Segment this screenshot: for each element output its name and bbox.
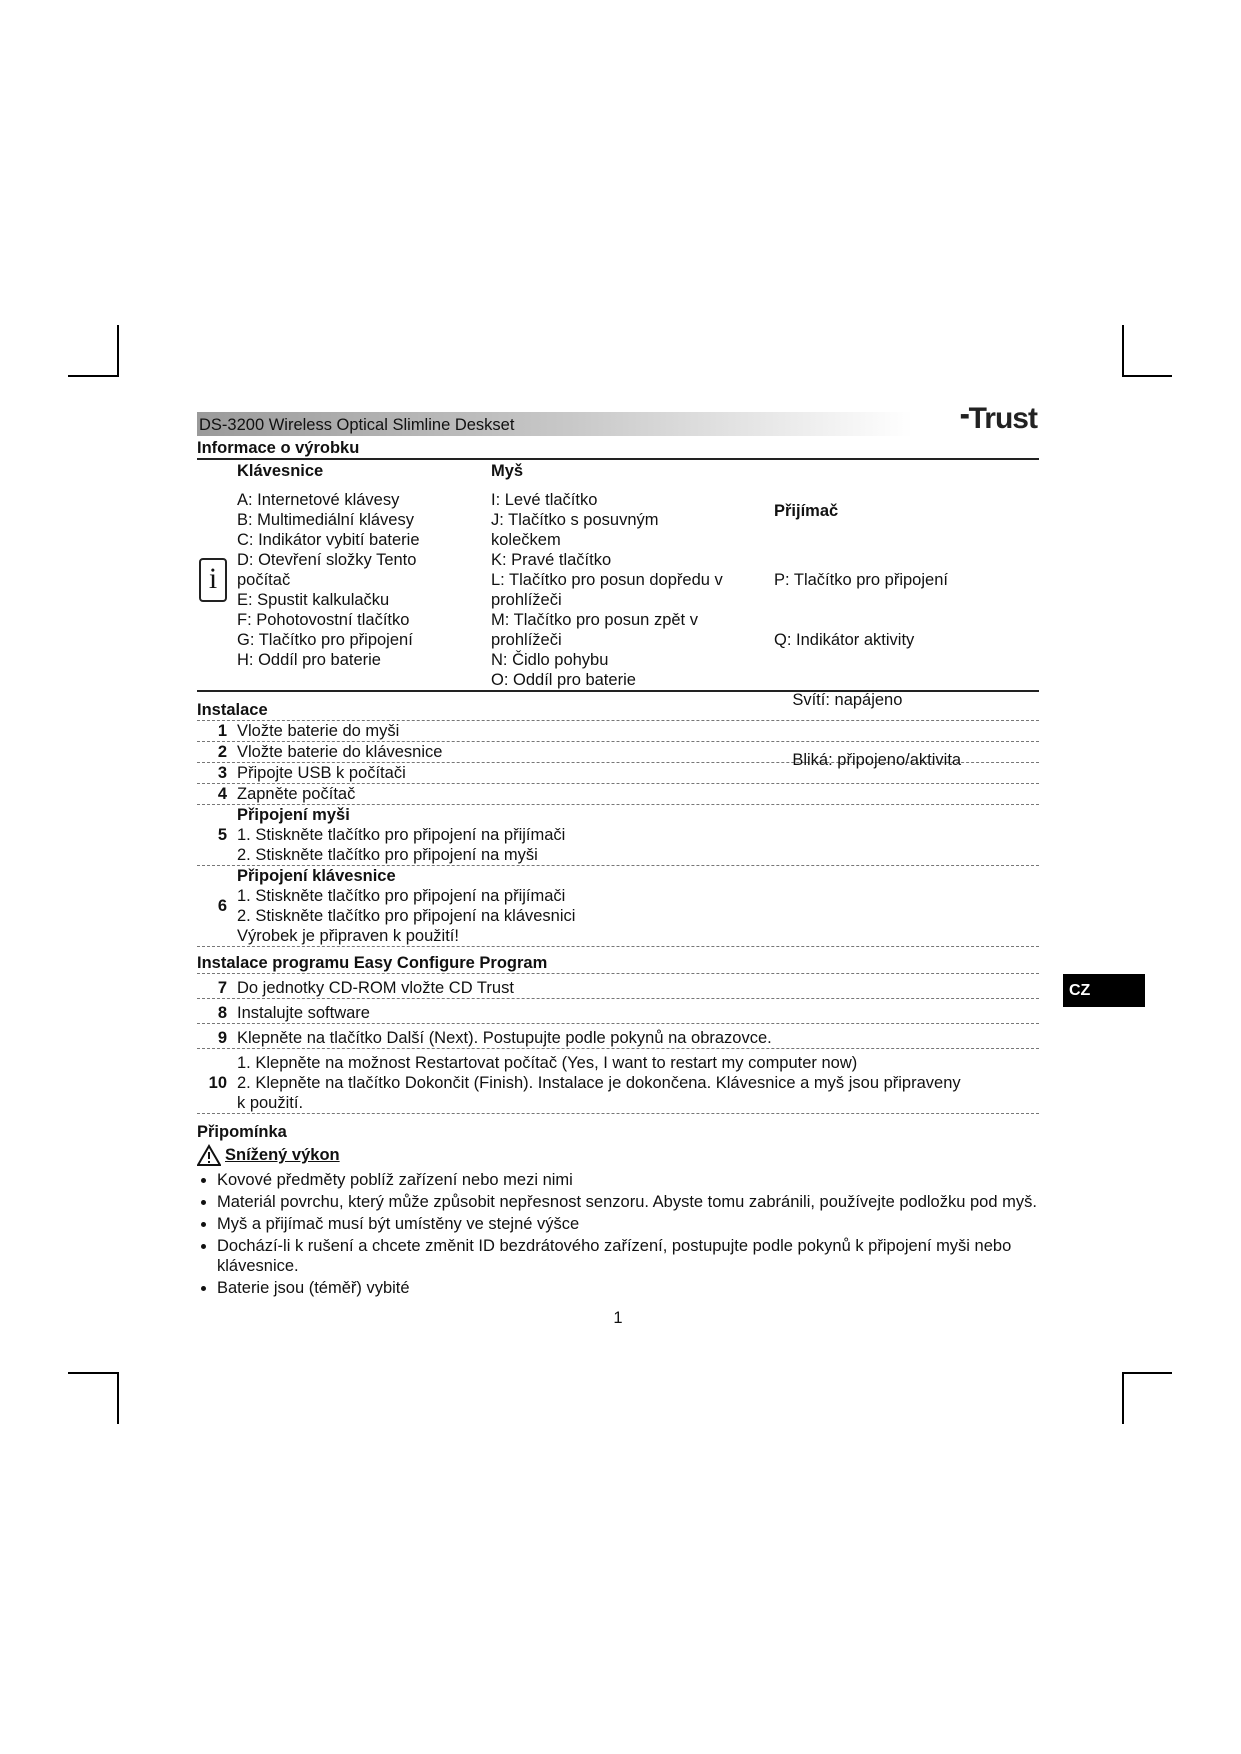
install-step: 8 Instalujte software xyxy=(197,999,1039,1024)
info-icon: i xyxy=(199,558,227,602)
crop-mark xyxy=(68,1372,118,1374)
list-item: • Dochází-li k rušení a chcete změnit ID bezdrátového zařízení, postupujte podle pokynů k připojení myši nebo klávesnice. xyxy=(217,1236,1039,1276)
keyboard-item: A: Internetové klávesy xyxy=(237,491,400,509)
mouse-item: I: Levé tlačítko xyxy=(491,491,598,509)
mouse-item: K: Pravé tlačítko xyxy=(491,551,612,569)
receiver-item: P: Tlačítko pro připojení xyxy=(774,571,948,589)
keyboard-connect-heading: Připojení klávesnice xyxy=(237,867,396,885)
crop-mark xyxy=(1122,1372,1124,1424)
crop-mark xyxy=(1122,375,1172,377)
crop-mark xyxy=(1122,325,1124,377)
installation-step: 1 Vložte baterie do myši xyxy=(197,721,1039,742)
list-item: • Kovové předměty poblíž zařízení nebo mezi nimi xyxy=(217,1170,1039,1190)
document-page xyxy=(197,402,1039,1328)
mouse-item: J: Tlačítko s posuvným xyxy=(491,511,659,529)
crop-mark xyxy=(117,325,119,377)
receiver-item: Bliká: připojeno/aktivita xyxy=(774,751,962,769)
mouse-connect-heading: Připojení myši xyxy=(237,806,350,824)
keyboard-item: počítač xyxy=(237,571,291,589)
warning-icon xyxy=(197,1144,221,1166)
keyboard-column xyxy=(237,460,487,670)
installation-step: 4 Zapněte počítač xyxy=(197,784,1039,805)
page-number: 1 xyxy=(613,1309,623,1327)
keyboard-item: H: Oddíl pro baterie xyxy=(237,651,381,669)
mouse-column xyxy=(491,460,771,690)
install-step: 9 Klepněte na tlačítko Další (Next). Postupujte podle pokynů na obrazovce. xyxy=(197,1024,1039,1049)
receiver-item: Q: Indikátor aktivity xyxy=(774,631,915,649)
warning-heading xyxy=(197,1144,1039,1166)
crop-mark xyxy=(117,1372,119,1424)
mouse-heading: Myš xyxy=(491,462,524,480)
installation-step: 2 Vložte baterie do klávesnice xyxy=(197,742,1039,763)
product-info-title: Informace o výrobku xyxy=(197,436,1039,460)
keyboard-item: C: Indikátor vybití baterie xyxy=(237,531,420,549)
mouse-item: L: Tlačítko pro posun dopředu v xyxy=(491,571,723,589)
installation-step: 3 Připojte USB k počítači xyxy=(197,763,1039,784)
install-step: 10 1. Klepněte na možnost Restartovat počítač (Yes, I want to restart my computer now) 2. Klepněte na tlačítko Dokončit (Finish). Instalace je dokončena. Klávesnice a myš jsou připraveny k použití. xyxy=(197,1049,1039,1114)
install-step: 7 Do jednotky CD-ROM vložte CD Trust xyxy=(197,974,1039,999)
mouse-item: prohlížeči xyxy=(491,631,562,649)
mouse-item: prohlížeči xyxy=(491,591,562,609)
step-line: 2. Stiskněte tlačítko pro připojení na myši xyxy=(237,846,538,864)
warning-text: Snížený výkon xyxy=(225,1146,340,1164)
header-title: DS-3200 Wireless Optical Slimline Deskset xyxy=(199,416,515,434)
crop-mark xyxy=(1122,1372,1172,1374)
notes-title: Připomínka xyxy=(197,1123,287,1141)
step-line: 1. Stiskněte tlačítko pro připojení na přijímači xyxy=(237,887,566,905)
keyboard-item: G: Tlačítko pro připojení xyxy=(237,631,413,649)
installation-step: 6 Připojení klávesnice 1. Stiskněte tlačítko pro připojení na přijímači 2. Stiskněte tlačítko pro připojení na klávesnici Výrobek je připraven k použití! xyxy=(197,866,1039,947)
installation-title: Instalace xyxy=(197,698,1039,721)
mouse-item: O: Oddíl pro baterie xyxy=(491,671,636,689)
trust-logo: ▪▪Trust xyxy=(959,402,1037,435)
header-bar xyxy=(197,402,1039,436)
step-line: k použití. xyxy=(237,1094,304,1112)
crop-mark xyxy=(68,375,118,377)
step-line: 2. Stiskněte tlačítko pro připojení na klávesnici xyxy=(237,907,576,925)
installation-step: 5 Připojení myši 1. Stiskněte tlačítko pro připojení na přijímači 2. Stiskněte tlačítko pro připojení na myši xyxy=(197,805,1039,866)
keyboard-heading: Klávesnice xyxy=(237,462,324,480)
step-line: 1. Stiskněte tlačítko pro připojení na přijímači xyxy=(237,826,566,844)
step-line: Výrobek je připraven k použití! xyxy=(237,927,459,945)
receiver-item: Svítí: napájeno xyxy=(774,691,903,709)
keyboard-item: E: Spustit kalkulačku xyxy=(237,591,390,609)
mouse-item: N: Čidlo pohybu xyxy=(491,651,609,669)
list-item: • Myš a přijímač musí být umístěny ve stejné výšce xyxy=(217,1214,1039,1234)
list-item: • Materiál povrchu, který může způsobit nepřesnost senzoru. Abyste tomu zabránili, používejte podložku pod myš. xyxy=(217,1192,1039,1212)
receiver-column xyxy=(774,460,1034,810)
easy-configure-title: Instalace programu Easy Configure Program xyxy=(197,951,1039,974)
language-tab: CZ xyxy=(1063,974,1145,1007)
notes-list xyxy=(197,1170,1039,1298)
keyboard-item: B: Multimediální klávesy xyxy=(237,511,414,529)
step-line: 2. Klepněte na tlačítko Dokončit (Finish). Instalace je dokončena. Klávesnice a myš jsou připraveny xyxy=(237,1074,961,1092)
keyboard-item: F: Pohotovostní tlačítko xyxy=(237,611,410,629)
list-item: • Baterie jsou (téměř) vybité xyxy=(217,1278,1039,1298)
receiver-heading: Přijímač xyxy=(774,502,839,520)
mouse-item: kolečkem xyxy=(491,531,561,549)
step-line: 1. Klepněte na možnost Restartovat počítač (Yes, I want to restart my computer now) xyxy=(237,1054,858,1072)
keyboard-item: D: Otevření složky Tento xyxy=(237,551,417,569)
mouse-item: M: Tlačítko pro posun zpět v xyxy=(491,611,698,629)
